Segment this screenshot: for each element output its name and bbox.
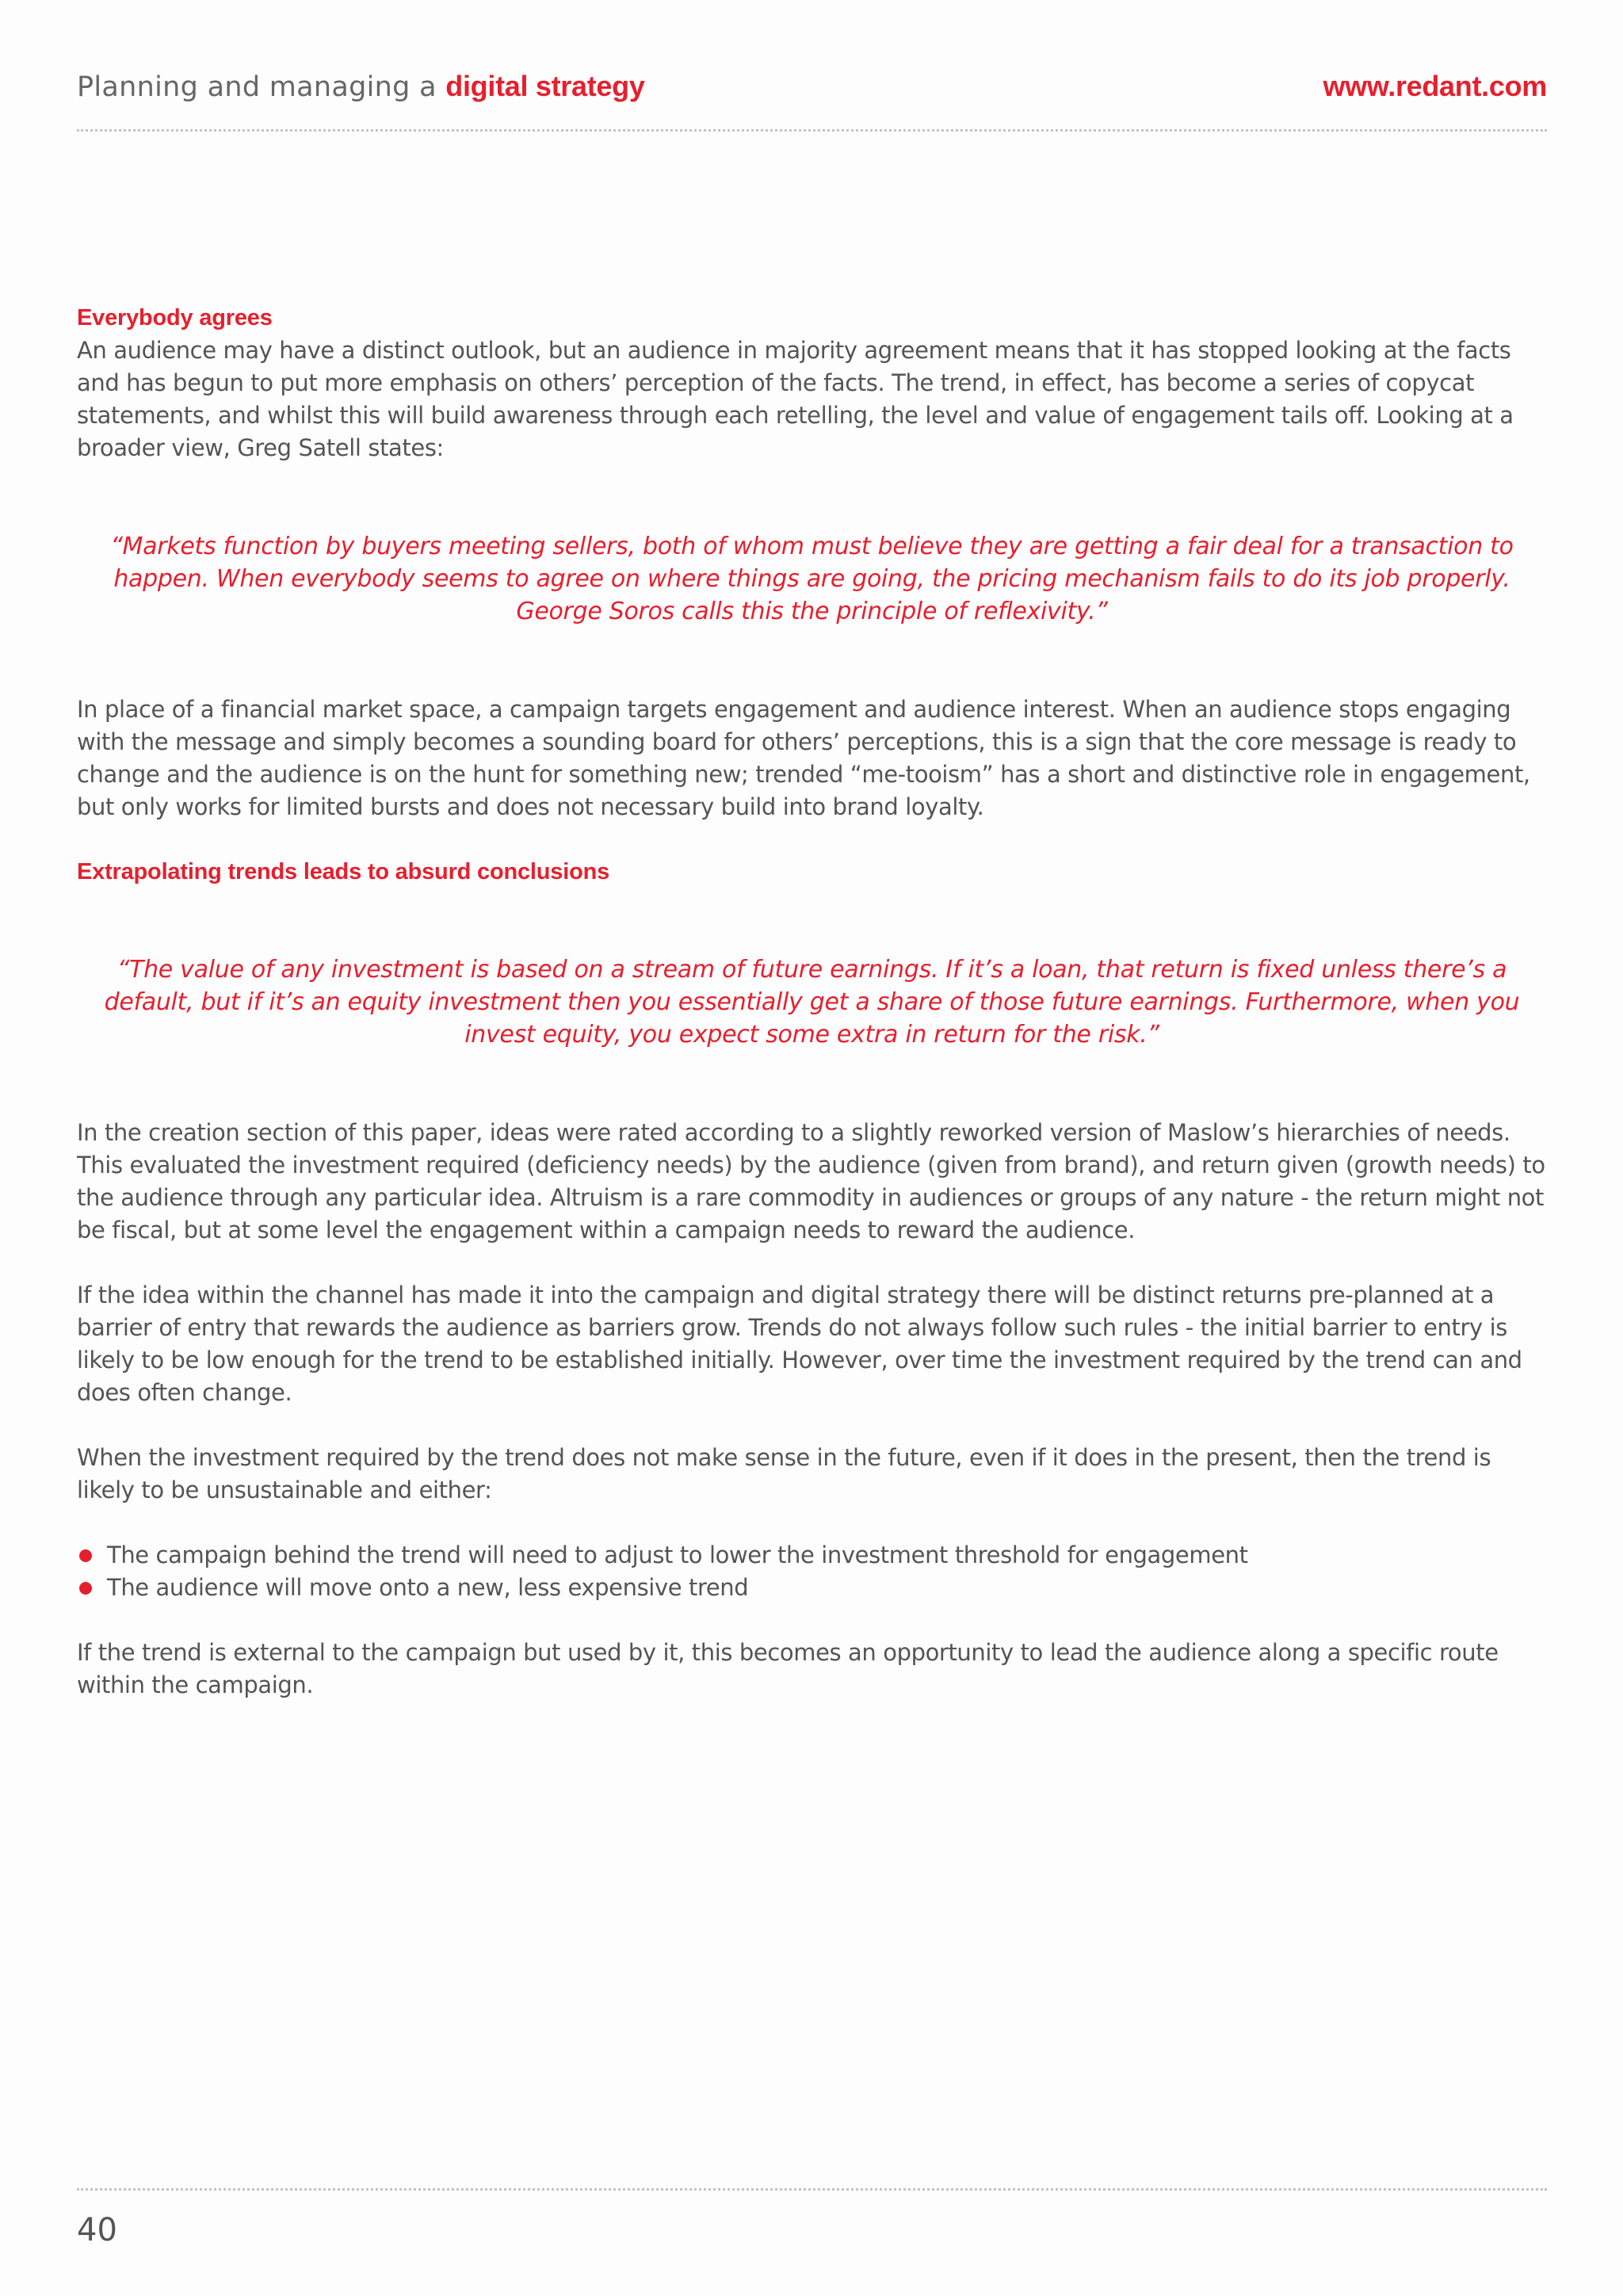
paragraph: An audience may have a distinct outlook, but an audience in majority agreement means that it has stopped looking at the facts and has begun to put more emphasis on others’ perception of the facts. The trend, in effect, has become a series of copycat statements, and whilst this will build awareness through each retelling, the level and value of engagement tails off. Looking at a broader view, Greg Satell states:: [77, 337, 1514, 461]
section-heading-extrapolating: Extrapolating trends leads to absurd conclusions: [77, 859, 610, 884]
bullet-text: The audience will move onto a new, less expensive trend: [107, 1574, 749, 1601]
header-url-link[interactable]: www.redant.com: [1323, 70, 1547, 102]
paragraph: If the trend is external to the campaign but used by it, this becomes an opportunity to lead the audience along a specific route within the campaign.: [77, 1639, 1499, 1698]
page-number: 40: [77, 2212, 117, 2248]
footer-divider: [77, 2188, 1547, 2191]
bullet-list: [77, 1539, 1547, 1604]
pull-quote: “The value of any investment is based on a stream of future earnings. If it’s a loan, that return is fixed unless there’s a default, but if it’s an equity investment then you essentially get a share of those future earnings. Furthermore, when you invest equity, you expect some extra in return for the risk.”: [104, 956, 1520, 1049]
paragraph: In the creation section of this paper, ideas were rated according to a slightly reworked version of Maslow’s hierarchies of needs. This evaluated the investment required (deficiency needs) by the audience (given from brand), and return given (growth needs) to the audience through any particular idea. Altruism is a rare commodity in audiences or groups of any nature - the return might not be fiscal, but at some level the engagement within a campaign needs to reward the audience.: [77, 1119, 1545, 1244]
header-title-prefix: Planning and managing a: [77, 71, 446, 103]
bullet-text: The campaign behind the trend will need to adjust to lower the investment threshold for engagement: [107, 1541, 1248, 1568]
page-content: [77, 301, 1547, 1702]
pull-quote: “Markets function by buyers meeting sellers, both of whom must believe they are getting a fair deal for a transaction to happen. When everybody seems to agree on where things are going, the pricing mechanism fails to do its job properly. George Soros calls this the principle of reflexivity.”: [110, 533, 1514, 625]
paragraph: If the idea within the channel has made it into the campaign and digital strategy there will be distinct returns pre-planned at a barrier of entry that rewards the audience as barriers grow. Trends do not always follow such rules - the initial barrier to entry is likely to be low enough for the trend to be established initially. However, over time the investment required by the trend can and does often change.: [77, 1282, 1522, 1406]
header-title-accent: digital strategy: [445, 70, 645, 102]
paragraph: In place of a financial market space, a campaign targets engagement and audience interest. When an audience stops engaging with the message and simply becomes a sounding board for others’ perceptions, this is a sign that the core message is ready to change and the audience is on the hunt for something new; trended “me-tooism” has a short and distinctive role in engagement, but only works for limited bursts and does not necessary build into brand loyalty.: [77, 696, 1530, 820]
bullet-item: [77, 1539, 1547, 1572]
bullet-item: [77, 1572, 1547, 1604]
header-title: [77, 70, 645, 103]
section-heading-everybody-agrees: Everybody agrees: [77, 305, 273, 330]
page-header: [77, 70, 1547, 109]
paragraph: When the investment required by the trend does not make sense in the future, even if it does in the present, then the trend is likely to be unsustainable and either:: [77, 1444, 1491, 1503]
bullet-icon: [79, 1582, 92, 1595]
header-divider: [77, 129, 1547, 132]
bullet-icon: [79, 1549, 92, 1562]
